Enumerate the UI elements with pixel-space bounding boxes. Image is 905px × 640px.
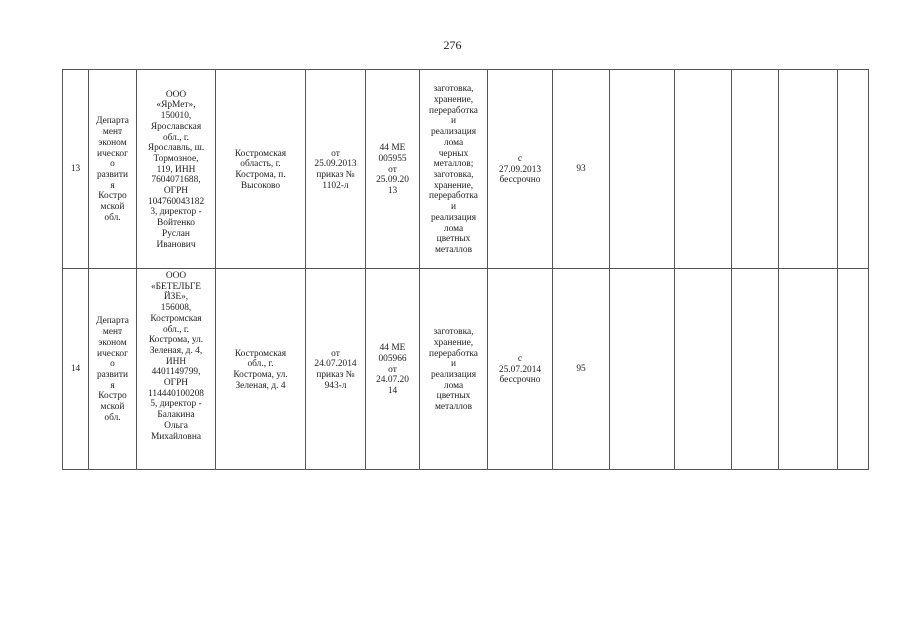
license-number: 44 МЕ 005955 от 25.09.20 13 [366, 70, 420, 269]
license-registry-table [62, 69, 869, 470]
license-number: 44 МЕ 005966 от 24.07.20 14 [366, 269, 420, 470]
code-cell: 93 [553, 70, 610, 269]
empty-cell [779, 70, 838, 269]
license-term: с 27.09.2013 бессрочно [488, 70, 553, 269]
activity-types: заготовка, хранение, переработка и реализация лома черных металлов; заготовка, хранение, переработка и реализация лома цветных металлов [420, 70, 488, 269]
company-details: ООО «БЕТЕЛЬГЕ ЙЗЕ», 156008, Костромская обл., г. Кострома, ул. Зеленая, д. 4, ИНН 4401149799, ОГРН 114440100208 5, директор - Балакина Ольга Михайловна [137, 269, 216, 470]
empty-cell [610, 269, 675, 470]
page-number: 276 [443, 38, 462, 52]
empty-cell [675, 70, 732, 269]
empty-cell [732, 70, 779, 269]
table-row [63, 70, 869, 269]
row-number: 14 [63, 269, 89, 470]
empty-cell [838, 70, 869, 269]
empty-cell [610, 70, 675, 269]
site-address: Костромская область, г. Кострома, п. Высоково [216, 70, 306, 269]
empty-cell [732, 269, 779, 470]
empty-cell [779, 269, 838, 470]
licensing-authority: Департа мент эконом ическог о развити я Костро мской обл. [89, 70, 137, 269]
activity-types: заготовка, хранение, переработка и реализация лома цветных металлов [420, 269, 488, 470]
order-details: от 24.07.2014 приказ № 943-л [306, 269, 366, 470]
empty-cell [838, 269, 869, 470]
license-term: с 25.07.2014 бессрочно [488, 269, 553, 470]
company-details: ООО «ЯрМет», 150010, Ярославская обл., г. Ярославль, ш. Тормозное, 119, ИНН 7604071688, ОГРН 104760043182 3, директор - Войтенко Руслан Иванович [137, 70, 216, 269]
row-number: 13 [63, 70, 89, 269]
site-address: Костромская обл., г. Кострома, ул. Зеленая, д. 4 [216, 269, 306, 470]
licensing-authority: Департа мент эконом ическог о развити я Костро мской обл. [89, 269, 137, 470]
code-cell: 95 [553, 269, 610, 470]
empty-cell [675, 269, 732, 470]
order-details: от 25.09.2013 приказ № 1102-л [306, 70, 366, 269]
table-row [63, 269, 869, 470]
